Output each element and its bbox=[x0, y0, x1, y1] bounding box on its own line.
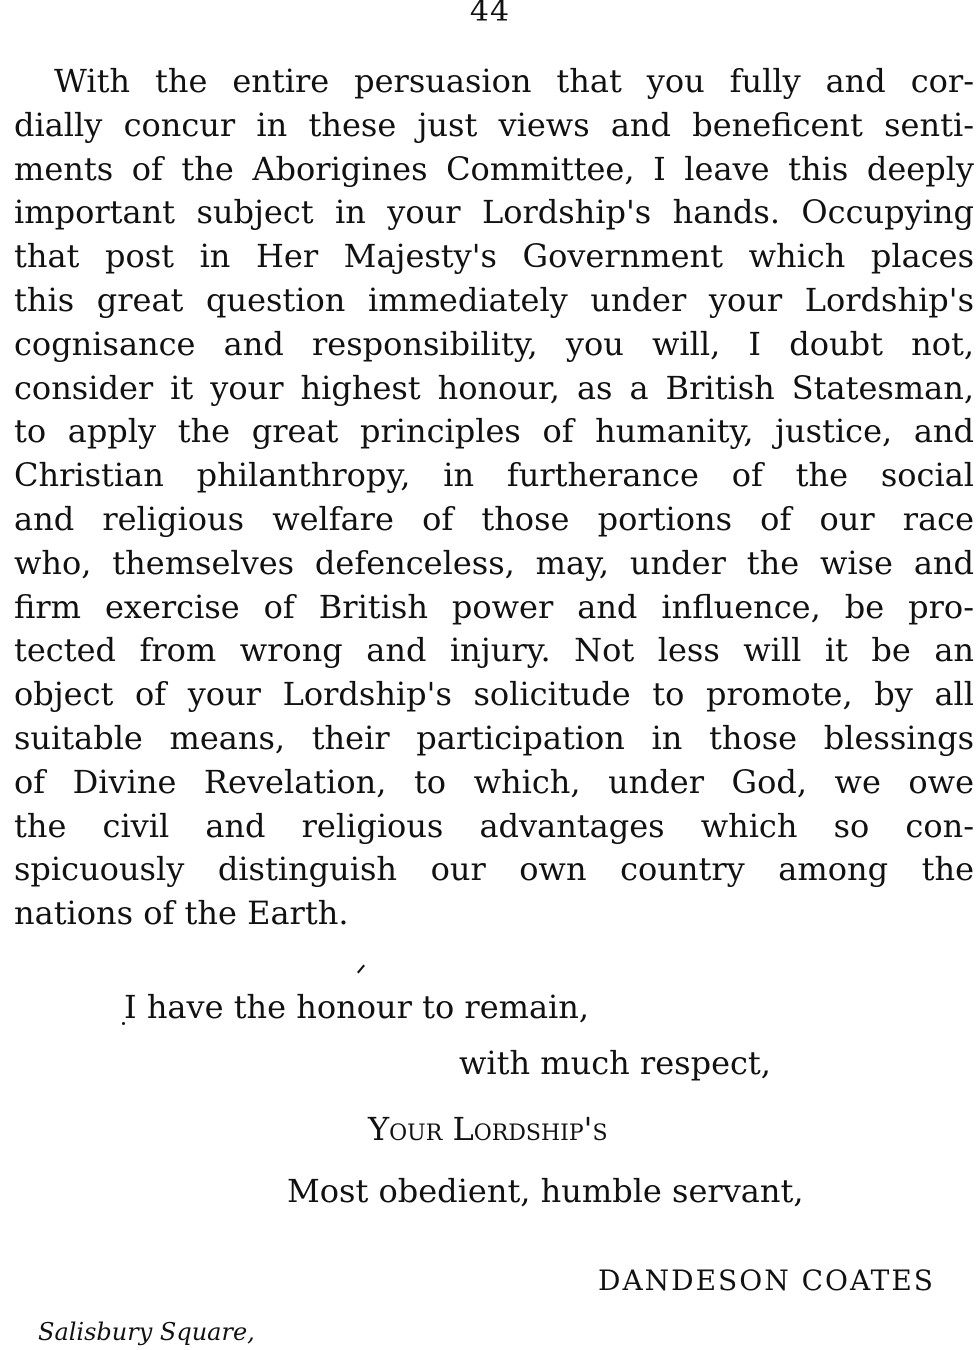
body-line: dially concur in these just views and beneficent senti- bbox=[14, 105, 974, 144]
body-line: and religious welfare of those portions of our race bbox=[14, 499, 974, 538]
closing-line-lordship: Your Lordship's bbox=[368, 1110, 608, 1148]
body-line: firm exercise of British power and influence, be pro- bbox=[14, 587, 974, 626]
body-line: suitable means, their participation in those blessings bbox=[14, 718, 974, 757]
body-line: Christian philanthropy, in furtherance of the social bbox=[14, 456, 974, 495]
body-line: to apply the great principles of humanity, justice, and bbox=[14, 412, 974, 451]
body-line: object of your Lordship's solicitude to promote, by all bbox=[14, 675, 974, 714]
ink-mark bbox=[357, 965, 365, 974]
body-line: of Divine Revelation, to which, under God, we owe bbox=[14, 762, 974, 801]
letter-body bbox=[14, 60, 974, 936]
body-line: the civil and religious advantages which so con- bbox=[14, 806, 974, 845]
body-line: cognisance and responsibility, you will, I doubt not, bbox=[14, 324, 974, 363]
place-line: Salisbury Square, bbox=[38, 1318, 255, 1346]
body-line: important subject in your Lordship's hands. Occupying bbox=[14, 193, 974, 232]
body-line: that post in Her Majesty's Government which places bbox=[14, 237, 974, 276]
body-line: ments of the Aborigines Committee, I leave this deeply bbox=[14, 149, 974, 188]
closing-line-servant: Most obedient, humble servant, bbox=[287, 1172, 804, 1210]
closing-line-remain: I have the honour to remain, bbox=[124, 988, 590, 1026]
body-line: spicuously distinguish our own country among the bbox=[14, 850, 974, 889]
body-line: who, themselves defenceless, may, under the wise and bbox=[14, 543, 974, 582]
body-line: consider it your highest honour, as a British Statesman, bbox=[14, 368, 974, 407]
signature-name: DANDESON COATES bbox=[598, 1264, 935, 1297]
page-number: 44 bbox=[469, 0, 511, 29]
closing-line-respect: with much respect, bbox=[459, 1044, 771, 1082]
body-line: With the entire persuasion that you fully and cor- bbox=[54, 62, 974, 100]
body-line: nations of the Earth. bbox=[14, 894, 349, 933]
body-line: this great question immediately under your Lordship's bbox=[14, 280, 974, 319]
body-line: tected from wrong and injury. Not less will it be an bbox=[14, 631, 974, 670]
